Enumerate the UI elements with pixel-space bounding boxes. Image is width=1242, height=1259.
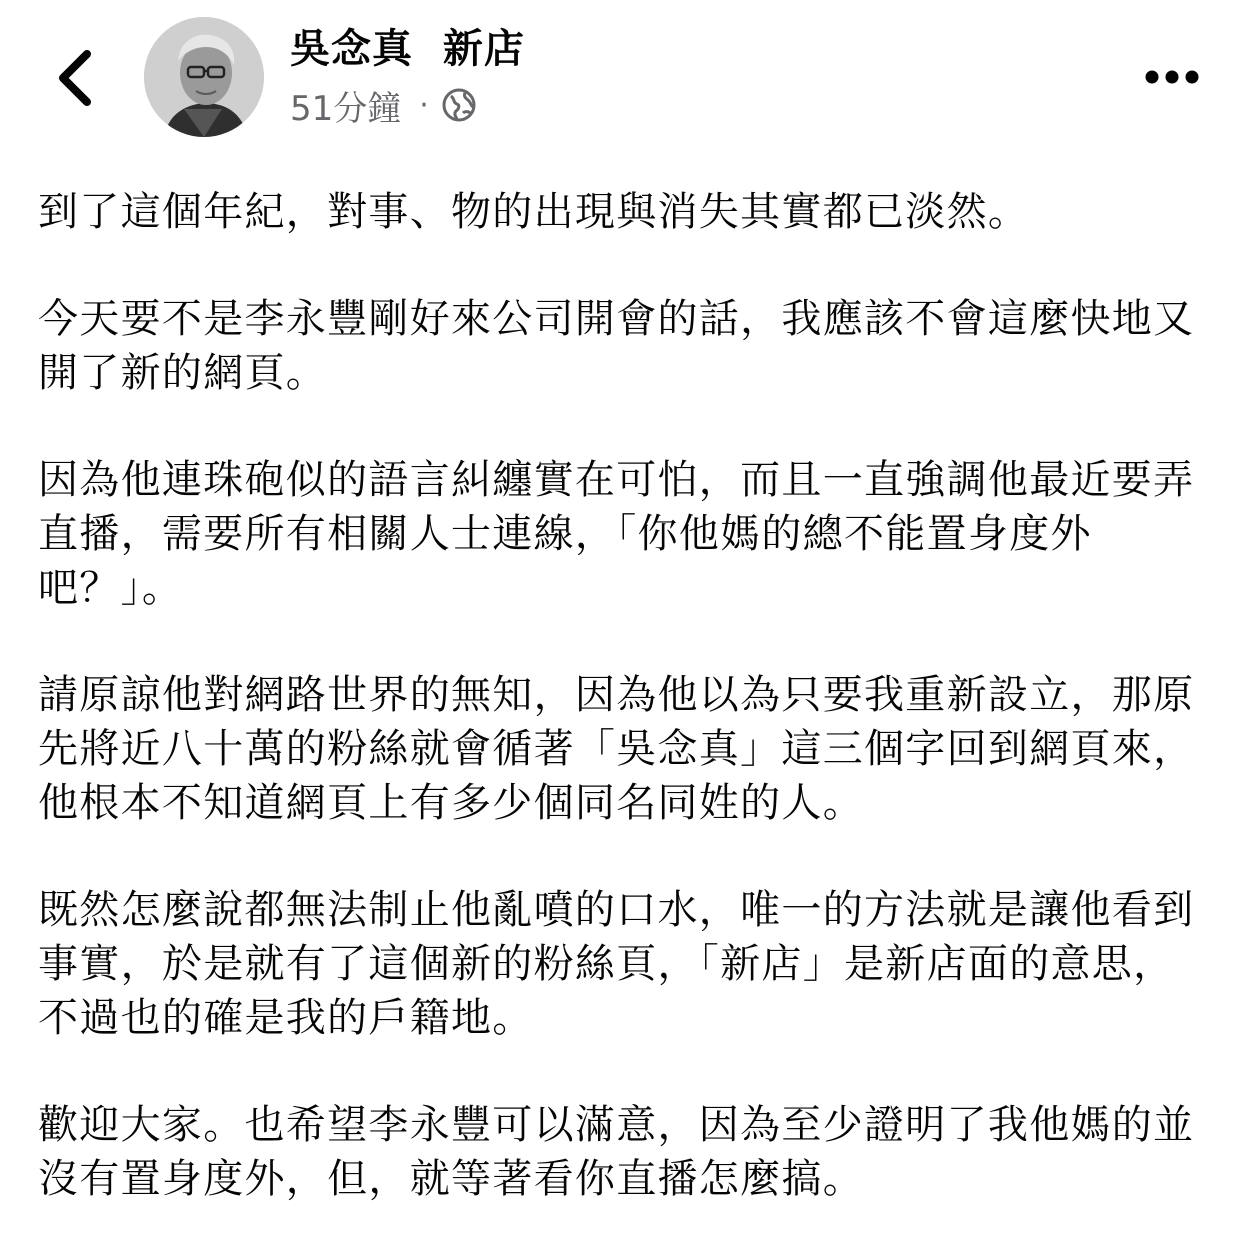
globe-icon [441,87,477,123]
avatar[interactable] [144,17,264,137]
post-paragraph: 既然怎麼說都無法制止他亂噴的口水，唯一的方法就是讓他看到事實，於是就有了這個新的粉絲頁，「新店」是新店面的意思，不過也的確是我的戶籍地。 [38,887,1195,1041]
post-meta [290,82,477,128]
page-name[interactable]: 吳念真 新店 [290,26,525,72]
more-options-button[interactable] [1140,58,1204,96]
avatar-portrait [144,17,264,137]
post-paragraph: 今天要不是李永豐剛好來公司開會的話，我應該不會這麼快地又開了新的網頁。 [38,296,1195,396]
chevron-left-icon [55,48,95,108]
post-paragraph: 歡迎大家。也希望李永豐可以滿意，因為至少證明了我他媽的並沒有置身度外，但，就等著看你直播怎麼搞。 [38,1102,1195,1202]
back-button[interactable] [40,40,110,116]
meta-separator: · [419,87,429,123]
post-paragraph: 請原諒他對網路世界的無知，因為他以為只要我重新設立，那原先將近八十萬的粉絲就會循著「吳念真」這三個字回到網頁來，他根本不知道網頁上有多少個同名同姓的人。 [38,672,1195,826]
post-paragraph: 到了這個年紀，對事、物的出現與消失其實都已淡然。 [38,189,1030,235]
more-horizontal-icon [1144,69,1200,85]
post-text [38,185,1208,1259]
post-paragraph: 因為他連珠砲似的語言糾纏實在可怕，而且一直強調他最近要弄直播，需要所有相關人士連線，「你他媽的總不能置身度外吧？」。 [38,457,1195,611]
post-time[interactable]: 51分鐘 [290,88,402,129]
post-header [0,0,1242,150]
